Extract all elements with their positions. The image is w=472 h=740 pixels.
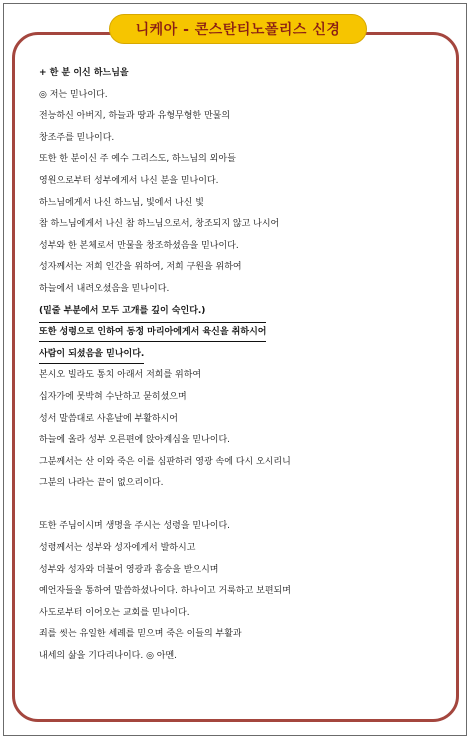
creed-line: 하느님에게서 나신 하느님, 빛에서 나신 빛 bbox=[39, 197, 204, 208]
creed-line: 참 하느님에게서 나신 참 하느님으로서, 창조되지 않고 나시어 bbox=[39, 219, 280, 230]
paragraph-gap bbox=[39, 495, 457, 517]
creed-line: ◎ 저는 믿나이다. bbox=[39, 89, 108, 100]
creed-line: 성자께서는 저희 인간을 위하여, 저희 구원을 위하여 bbox=[39, 262, 242, 273]
creed-line: 하늘에 올라 성부 오른편에 앉아계심을 믿나이다. bbox=[39, 435, 231, 446]
creed-line: 성부와 성자와 더불어 영광과 흠숭을 받으시며 bbox=[39, 564, 219, 575]
creed-line: 그분께서는 산 이와 죽은 이를 심판하러 영광 속에 다시 오시리니 bbox=[39, 456, 291, 467]
bow-instruction: (밑줄 부분에서 모두 고개를 깊이 숙인다.) bbox=[39, 305, 206, 316]
creed-line: 사도로부터 이어오는 교회를 믿나이다. bbox=[39, 607, 190, 618]
incarnation-line-1 bbox=[39, 322, 457, 344]
creed-line: 예언자들을 통하여 말씀하셨나이다. 하나이고 거룩하고 보편되며 bbox=[39, 586, 291, 597]
creed-text bbox=[39, 63, 457, 668]
creed-line: 십자가에 못박혀 수난하고 묻히셨으며 bbox=[39, 391, 187, 402]
creed-line: 성령께서는 성부와 성자에게서 발하시고 bbox=[39, 543, 196, 554]
creed-line: 하늘에서 내려오셨음을 믿나이다. bbox=[39, 283, 170, 294]
creed-line: 영원으로부터 성부에게서 나신 분을 믿나이다. bbox=[39, 175, 219, 186]
creed-line: 그분의 나라는 끝이 없으리이다. bbox=[39, 478, 164, 489]
creed-line: 또한 주님이시며 생명을 주시는 성령을 믿나이다. bbox=[39, 521, 231, 532]
creed-line: 성서 말씀대로 사흗날에 부활하시어 bbox=[39, 413, 178, 424]
creed-heading: + 한 분 이신 하느님을 bbox=[39, 68, 129, 78]
creed-title: 니케아 - 콘스탄티노폴리스 신경 bbox=[109, 14, 367, 44]
creed-line: 내세의 삶을 기다리나이다. ◎ 아멘. bbox=[39, 651, 178, 662]
creed-line: 창조주를 믿나이다. bbox=[39, 132, 115, 143]
creed-line: 본시오 빌라도 통치 아래서 저희를 위하여 bbox=[39, 370, 202, 381]
creed-line: 성부와 한 본체로서 만물을 창조하셨음을 믿나이다. bbox=[39, 240, 239, 251]
creed-line: 전능하신 아버지, 하늘과 땅과 유형무형한 만물의 bbox=[39, 111, 231, 122]
creed-line: 또한 한 분이신 주 예수 그리스도, 하느님의 외아들 bbox=[39, 154, 236, 165]
underlined-text: 또한 성령으로 인하여 동정 마리아에게서 육신을 취하시어 bbox=[39, 322, 266, 342]
underlined-text: 사람이 되셨음을 믿나이다. bbox=[39, 345, 144, 364]
incarnation-line-2 bbox=[39, 344, 457, 366]
creed-line: 죄를 씻는 유일한 세례를 믿으며 죽은 이들의 부활과 bbox=[39, 629, 242, 640]
